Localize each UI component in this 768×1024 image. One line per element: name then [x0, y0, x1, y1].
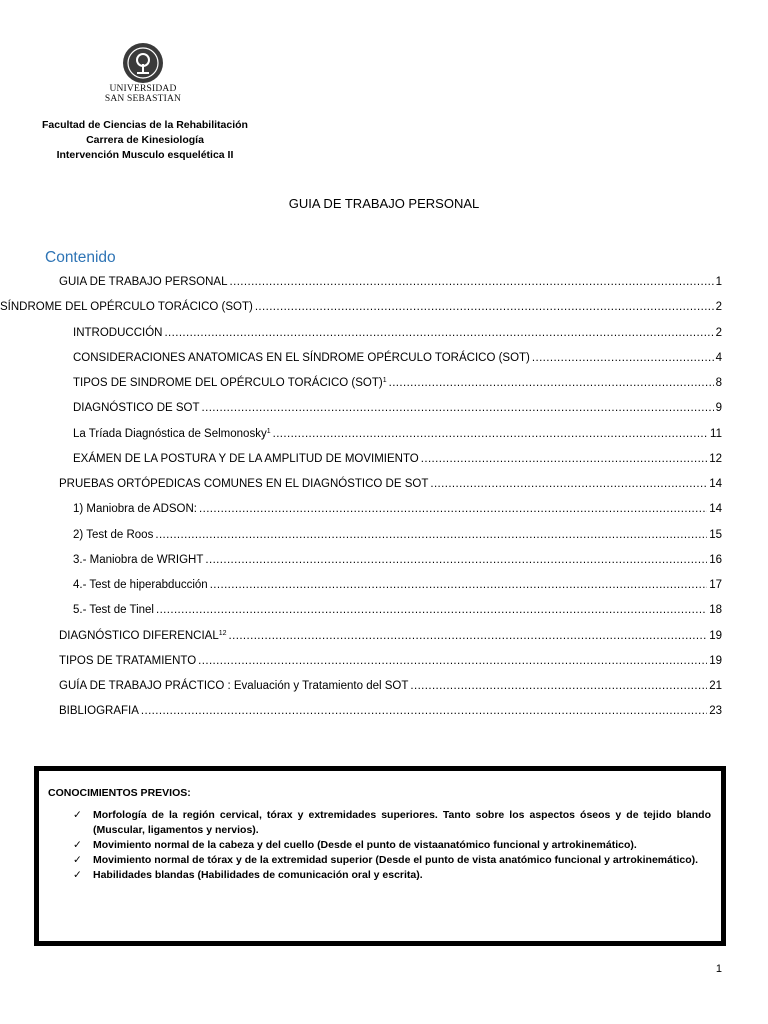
toc-leader-dots: [410, 678, 707, 694]
toc-entry[interactable]: [59, 703, 722, 719]
list-item: [73, 808, 711, 838]
toc-entry[interactable]: [0, 299, 722, 315]
toc-entry-title: [0, 299, 253, 315]
toc-entry-title: [73, 527, 153, 543]
toc-entry-text: 2) Test de Roos: [73, 529, 154, 541]
toc-leader-dots: [156, 602, 707, 618]
toc-entry-page: 15: [709, 529, 722, 541]
toc-leader-dots: [202, 400, 714, 416]
toc-entry-title: [73, 325, 162, 341]
toc-entry-text: GUIA DE TRABAJO PERSONAL: [59, 276, 228, 288]
toc-entry-text: DIAGNÓSTICO DE SOT: [73, 402, 200, 414]
list-item: [73, 853, 711, 868]
toc-entry-title: [73, 375, 387, 391]
toc-entry-page: 16: [709, 554, 722, 566]
toc-entry-title: [73, 602, 154, 618]
toc-entry[interactable]: [73, 501, 722, 517]
toc-heading: Contenido: [45, 249, 116, 266]
toc-entry-page: 17: [709, 579, 722, 591]
toc-entry-page: 8: [715, 377, 722, 389]
toc-entry[interactable]: [73, 552, 722, 568]
toc-entry-text: 5.- Test de Tinel: [73, 604, 154, 616]
list-item-text: Movimiento normal de la cabeza y del cuello (Desde el punto de vistaanatómico funcional y artrokinemático).: [93, 839, 637, 851]
toc-entry-title: [59, 678, 408, 694]
toc-leader-dots: [389, 375, 714, 391]
toc-entry[interactable]: [59, 628, 722, 644]
list-item-text: Habilidades blandas (Habilidades de comunicación oral y escrita).: [93, 869, 423, 881]
toc-entry-page: 2: [715, 327, 722, 339]
toc-entry-page: 18: [709, 604, 722, 616]
toc-entry-page: 23: [709, 705, 722, 717]
toc-entry-title: [73, 451, 419, 467]
page-number: 1: [715, 963, 722, 975]
toc-entry[interactable]: [73, 602, 722, 618]
toc-entry-page: 4: [715, 352, 722, 364]
checkmark-icon: ✓: [73, 809, 82, 821]
toc-entry-title: [73, 400, 200, 416]
toc-entry-page: 2: [715, 301, 722, 313]
toc-entry-page: 21: [709, 680, 722, 692]
prior-knowledge-box: [34, 766, 726, 946]
toc-entry-text: TIPOS DE SINDROME DEL OPÉRCULO TORÁCICO (SOT): [73, 377, 383, 389]
university-seal-icon: [122, 42, 164, 84]
document-title: GUIA DE TRABAJO PERSONAL: [288, 196, 480, 211]
toc-entry[interactable]: [59, 653, 722, 669]
toc-leader-dots: [164, 325, 713, 341]
toc-entry-page: 14: [709, 478, 722, 490]
toc-entry[interactable]: [73, 577, 722, 593]
toc-leader-dots: [421, 451, 707, 467]
institution-header: [30, 118, 260, 163]
toc-entry-title: [73, 501, 197, 517]
toc-entry-page: 9: [715, 402, 722, 414]
toc-entry-text: 4.- Test de hiperabducción: [73, 579, 208, 591]
toc-leader-dots: [430, 476, 707, 492]
toc-entry-text: PRUEBAS ORTÓPEDICAS COMUNES EN EL DIAGNÓSTICO DE SOT: [59, 478, 429, 490]
toc-leader-dots: [155, 527, 707, 543]
toc-entry[interactable]: [73, 325, 722, 341]
toc-entry-text: SÍNDROME DEL OPÉRCULO TORÁCICO (SOT): [0, 301, 253, 313]
toc-entry-text: DIAGNÓSTICO DIFERENCIAL: [59, 630, 219, 642]
toc-leader-dots: [141, 703, 707, 719]
toc-entry-text: La Tríada Diagnóstica de Selmonosky: [73, 428, 267, 440]
toc-entry-text: TIPOS DE TRATAMIENTO: [59, 655, 197, 667]
toc-entry-text: BIBLIOGRAFIA: [59, 705, 139, 717]
toc-entry-title: [59, 703, 139, 719]
toc-entry-title: [73, 552, 203, 568]
prior-knowledge-title: CONOCIMIENTOS PREVIOS:: [48, 787, 191, 799]
toc-entry[interactable]: [73, 426, 722, 442]
list-item: [73, 868, 711, 883]
toc-leader-dots: [273, 426, 708, 442]
toc-entry-text: 3.- Maniobra de WRIGHT: [73, 554, 204, 566]
toc-entry-footnote: 12: [218, 630, 227, 637]
toc-entry[interactable]: [59, 678, 722, 694]
toc-entry-title: [59, 476, 428, 492]
checkmark-icon: ✓: [73, 854, 82, 866]
toc-leader-dots: [210, 577, 708, 593]
toc-entry-text: 1) Maniobra de ADSON:: [73, 503, 198, 515]
toc-entry-page: 19: [709, 630, 722, 642]
toc-entry[interactable]: [73, 400, 722, 416]
toc-leader-dots: [199, 501, 707, 517]
toc-entry-footnote: 1: [382, 377, 387, 384]
logo-line-1: UNIVERSIDAD: [109, 84, 177, 94]
prior-knowledge-list: [48, 808, 711, 883]
course-name: Intervención Musculo esquelética II: [56, 149, 234, 161]
toc-leader-dots: [198, 653, 707, 669]
logo-line-2: SAN SEBASTIAN: [104, 94, 182, 104]
toc-entry-text: GUÍA DE TRABAJO PRÁCTICO : Evaluación y Tratamiento del SOT: [59, 680, 409, 692]
toc-entry-title: [73, 350, 530, 366]
toc-leader-dots: [230, 274, 714, 290]
toc-entry-footnote: 1: [266, 428, 271, 435]
toc-leader-dots: [205, 552, 707, 568]
toc-entry-page: 14: [709, 503, 722, 515]
toc-entry-page: 12: [709, 453, 722, 465]
toc-entry[interactable]: [73, 375, 722, 391]
toc-leader-dots: [229, 628, 708, 644]
toc-leader-dots: [255, 299, 714, 315]
toc-entry[interactable]: [59, 476, 722, 492]
faculty-name: Facultad de Ciencias de la Rehabilitación: [42, 119, 248, 131]
list-item: [73, 838, 711, 853]
toc-entry[interactable]: [59, 274, 722, 290]
toc-entry-page: 11: [710, 428, 722, 440]
toc-entry[interactable]: [73, 527, 722, 543]
toc-entry-text: EXÁMEN DE LA POSTURA Y DE LA AMPLITUD DE MOVIMIENTO: [73, 453, 419, 465]
toc-entry-page: 19: [709, 655, 722, 667]
toc-entry-text: CONSIDERACIONES ANATOMICAS EN EL SÍNDROME OPÉRCULO TORÁCICO (SOT): [73, 352, 530, 364]
toc-entry-title: [59, 653, 196, 669]
toc-entry[interactable]: [73, 350, 722, 366]
toc-entry-text: INTRODUCCIÓN: [73, 327, 163, 339]
toc-entry-title: [73, 577, 208, 593]
toc-entry-title: [73, 426, 271, 442]
list-item-text: Morfología de la región cervical, tórax y extremidades superiores. Tanto sobre los aspectos óseos y de tejido blando (Muscular, ligamentos y nervios).: [93, 809, 711, 836]
checkmark-icon: ✓: [73, 839, 82, 851]
toc-entry[interactable]: [73, 451, 722, 467]
toc-entry-title: [59, 274, 228, 290]
checkmark-icon: ✓: [73, 869, 82, 881]
list-item-text: Movimiento normal de tórax y de la extremidad superior (Desde el punto de vista anatómico funcional y artrokinemático).: [93, 854, 699, 866]
toc-leader-dots: [532, 350, 714, 366]
career-name: Carrera de Kinesiología: [86, 134, 204, 146]
toc-entry-page: 1: [715, 276, 722, 288]
toc-entry-title: [59, 628, 227, 644]
university-logo: [98, 42, 188, 104]
